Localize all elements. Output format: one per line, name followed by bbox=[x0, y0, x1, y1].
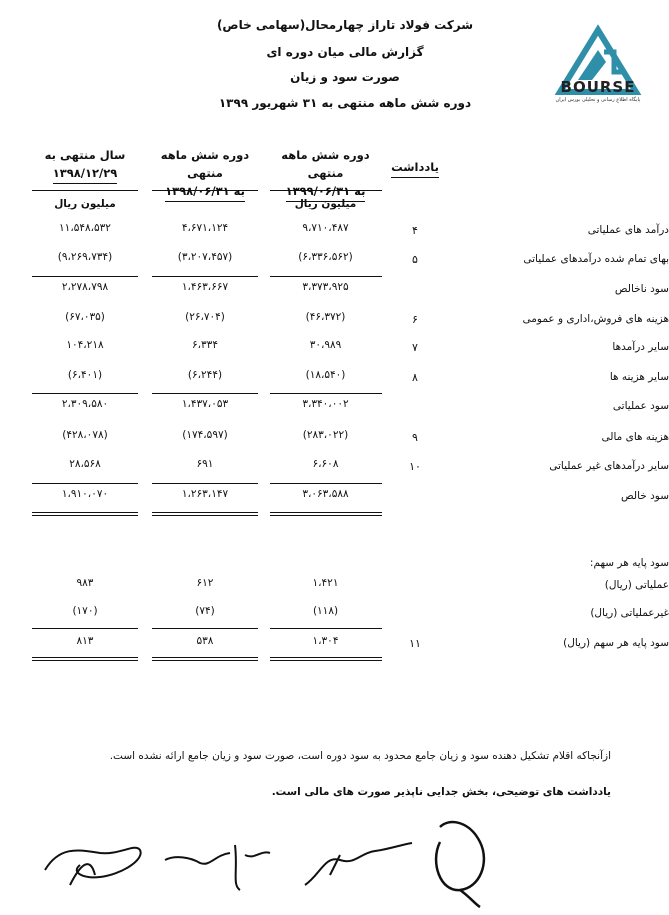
row-0-value-col2: ۴،۶۷۱،۱۲۴ bbox=[181, 222, 229, 234]
row-5-value-col1: (۱۸،۵۴۰) bbox=[305, 369, 346, 381]
signature-3-icon bbox=[300, 815, 420, 895]
gross-profit-rule-col2 bbox=[152, 276, 258, 277]
signature-2-icon bbox=[160, 815, 280, 895]
row-5-note: ۸ bbox=[412, 371, 418, 384]
row-4-label: سایر درآمدها bbox=[612, 341, 669, 353]
gross-profit-rule-col3 bbox=[32, 276, 138, 277]
row-3-value-col2: (۲۶،۷۰۴) bbox=[185, 311, 225, 323]
eps-row-2-value-col1: ۱،۳۰۴ bbox=[312, 635, 339, 647]
row-7-value-col2: (۱۷۴،۵۹۷) bbox=[182, 429, 228, 441]
report-title: گزارش مالی میان دوره ای bbox=[266, 45, 424, 59]
row-9-value-col2: ۱،۲۶۳،۱۴۷ bbox=[181, 488, 229, 500]
col3-unit: میلیون ریال bbox=[54, 198, 116, 210]
row-7-note: ۹ bbox=[412, 431, 418, 444]
eps-rule-col1 bbox=[270, 628, 382, 629]
row-1-value-col3: (۹،۲۶۹،۷۳۴) bbox=[57, 251, 113, 263]
row-2-value-col3: ۲،۲۷۸،۷۹۸ bbox=[61, 281, 109, 293]
row-4-value-col2: ۶،۳۳۴ bbox=[192, 339, 218, 351]
header-rule-col2 bbox=[152, 190, 258, 191]
row-8-value-col2: ۶۹۱ bbox=[196, 458, 214, 470]
footer-notes-disclaimer: یادداشت های توضیحی، بخش جدایی ناپذیر صورت های مالی است. bbox=[271, 786, 611, 798]
row-9-value-col1: ۳،۰۶۳،۵۸۸ bbox=[302, 488, 349, 500]
logo-name: BOURSE bbox=[560, 78, 636, 96]
row-3-value-col1: (۴۶،۳۷۲) bbox=[305, 311, 346, 323]
net-profit-double-rule-col3 bbox=[32, 512, 138, 516]
row-7-value-col1: (۲۸۳،۰۲۲) bbox=[302, 429, 349, 441]
header-rule-col1 bbox=[270, 190, 382, 191]
row-0-label: درآمد های عملیاتی bbox=[587, 224, 669, 236]
row-9-value-col3: ۱،۹۱۰،۰۷۰ bbox=[61, 488, 109, 500]
col1-unit: میلیون ریال bbox=[294, 198, 357, 210]
net-profit-rule-col2 bbox=[152, 483, 258, 484]
period-title: دوره شش ماهه منتهی به ۳۱ شهریور ۱۳۹۹ bbox=[218, 96, 472, 110]
row-6-value-col3: ۲،۳۰۹،۵۸۰ bbox=[61, 398, 109, 410]
eps-row-2-note: ۱۱ bbox=[409, 637, 421, 650]
row-1-value-col1: (۶،۳۳۶،۵۶۲) bbox=[298, 251, 353, 263]
row-7-label: هزینه های مالی bbox=[601, 431, 669, 443]
row-6-value-col1: ۳،۳۴۰،۰۰۲ bbox=[302, 398, 349, 410]
row-8-label: سایر درآمدهای غیر عملیاتی bbox=[549, 460, 669, 472]
statement-title: صورت سود و زیان bbox=[290, 70, 400, 84]
company-name: شرکت فولاد تاراز چهارمحال(سهامی خاص) bbox=[216, 18, 474, 32]
row-3-note: ۶ bbox=[412, 313, 418, 326]
row-2-value-col2: ۱،۴۶۳،۶۶۷ bbox=[181, 281, 229, 293]
row-0-value-col1: ۹،۷۱۰،۴۸۷ bbox=[302, 222, 349, 234]
row-5-label: سایر هزینه ها bbox=[609, 371, 669, 383]
row-5-value-col2: (۶،۲۴۴) bbox=[187, 369, 223, 381]
row-0-note: ۴ bbox=[412, 224, 418, 237]
row-2-label: سود ناخالص bbox=[614, 283, 669, 295]
col3-header: سال منتهی به ۱۳۹۸/۱۲/۲۹ bbox=[30, 146, 140, 184]
row-2-value-col1: ۳،۳۷۳،۹۲۵ bbox=[302, 281, 349, 293]
note-column-header: یادداشت bbox=[380, 158, 450, 178]
row-4-value-col1: ۳۰،۹۸۹ bbox=[309, 339, 342, 351]
operating-profit-rule-col3 bbox=[32, 393, 138, 394]
row-6-value-col2: ۱،۴۳۷،۰۵۳ bbox=[181, 398, 229, 410]
eps-row-1-label: غیرعملیاتی (ریال) bbox=[590, 607, 669, 619]
eps-rule-col2 bbox=[152, 628, 258, 629]
row-1-value-col2: (۳،۲۰۷،۴۵۷) bbox=[177, 251, 233, 263]
operating-profit-rule-col1 bbox=[270, 393, 382, 394]
operating-profit-rule-col2 bbox=[152, 393, 258, 394]
row-4-note: ۷ bbox=[412, 341, 418, 354]
eps-row-1-value-col2: (۷۴) bbox=[195, 605, 215, 617]
row-3-label: هزینه های فروش،اداری و عمومی bbox=[522, 313, 669, 325]
eps-row-2-value-col2: ۵۳۸ bbox=[196, 635, 214, 647]
net-profit-rule-col3 bbox=[32, 483, 138, 484]
eps-row-0-value-col3: ۹۸۳ bbox=[76, 577, 94, 589]
logo-subtitle: پایگاه اطلاع رسانی و تحلیلی بورس ایران bbox=[555, 97, 641, 103]
eps-double-rule-col1 bbox=[270, 657, 382, 661]
row-5-value-col3: (۶،۴۰۱) bbox=[67, 369, 103, 381]
net-profit-double-rule-col2 bbox=[152, 512, 258, 516]
row-6-label: سود عملیاتی bbox=[612, 400, 669, 412]
col1-header: دوره شش ماهه منتهی به ۱۳۹۹/۰۶/۳۱ bbox=[268, 146, 383, 202]
eps-row-0-label: عملیاتی (ریال) bbox=[604, 579, 669, 591]
eps-title: سود پایه هر سهم: bbox=[589, 557, 669, 569]
eps-row-1-value-col1: (۱۱۸) bbox=[312, 605, 339, 617]
row-7-value-col3: (۴۲۸،۰۷۸) bbox=[62, 429, 108, 441]
col2-header: دوره شش ماهه منتهی به ۱۳۹۸/۰۶/۳۱ bbox=[150, 146, 260, 202]
eps-row-2-label: سود پایه هر سهم (ریال) bbox=[563, 637, 669, 649]
footer-note: ازآنجاکه اقلام تشکیل دهنده سود و زیان جامع محدود به سود دوره است، صورت سود و زیان جامع ارائه نشده است. bbox=[109, 750, 611, 762]
net-profit-rule-col1 bbox=[270, 483, 382, 484]
row-3-value-col3: (۶۷،۰۳۵) bbox=[65, 311, 105, 323]
row-1-note: ۵ bbox=[412, 253, 418, 266]
eps-row-0-value-col2: ۶۱۲ bbox=[196, 577, 214, 589]
eps-rule-col3 bbox=[32, 628, 138, 629]
eps-row-2-value-col3: ۸۱۳ bbox=[76, 635, 94, 647]
header-rule-col3 bbox=[32, 190, 138, 191]
net-profit-double-rule-col1 bbox=[270, 512, 382, 516]
row-8-value-col1: ۶،۶۰۸ bbox=[312, 458, 339, 470]
gross-profit-rule-col1 bbox=[270, 276, 382, 277]
row-8-note: ۱۰ bbox=[409, 460, 421, 473]
row-1-label: بهای تمام شده درآمدهای عملیاتی bbox=[523, 253, 669, 265]
eps-double-rule-col2 bbox=[152, 657, 258, 661]
row-0-value-col3: ۱۱،۵۴۸،۵۳۲ bbox=[59, 222, 111, 234]
eps-double-rule-col3 bbox=[32, 657, 138, 661]
signature-4-icon bbox=[420, 812, 500, 912]
row-9-label: سود خالص bbox=[621, 490, 669, 502]
row-8-value-col3: ۲۸،۵۶۸ bbox=[69, 458, 101, 470]
signature-1-icon bbox=[40, 815, 150, 895]
eps-row-1-value-col3: (۱۷۰) bbox=[72, 605, 98, 617]
row-4-value-col3: ۱۰۴،۲۱۸ bbox=[66, 339, 104, 351]
eps-row-0-value-col1: ۱،۴۲۱ bbox=[312, 577, 339, 589]
